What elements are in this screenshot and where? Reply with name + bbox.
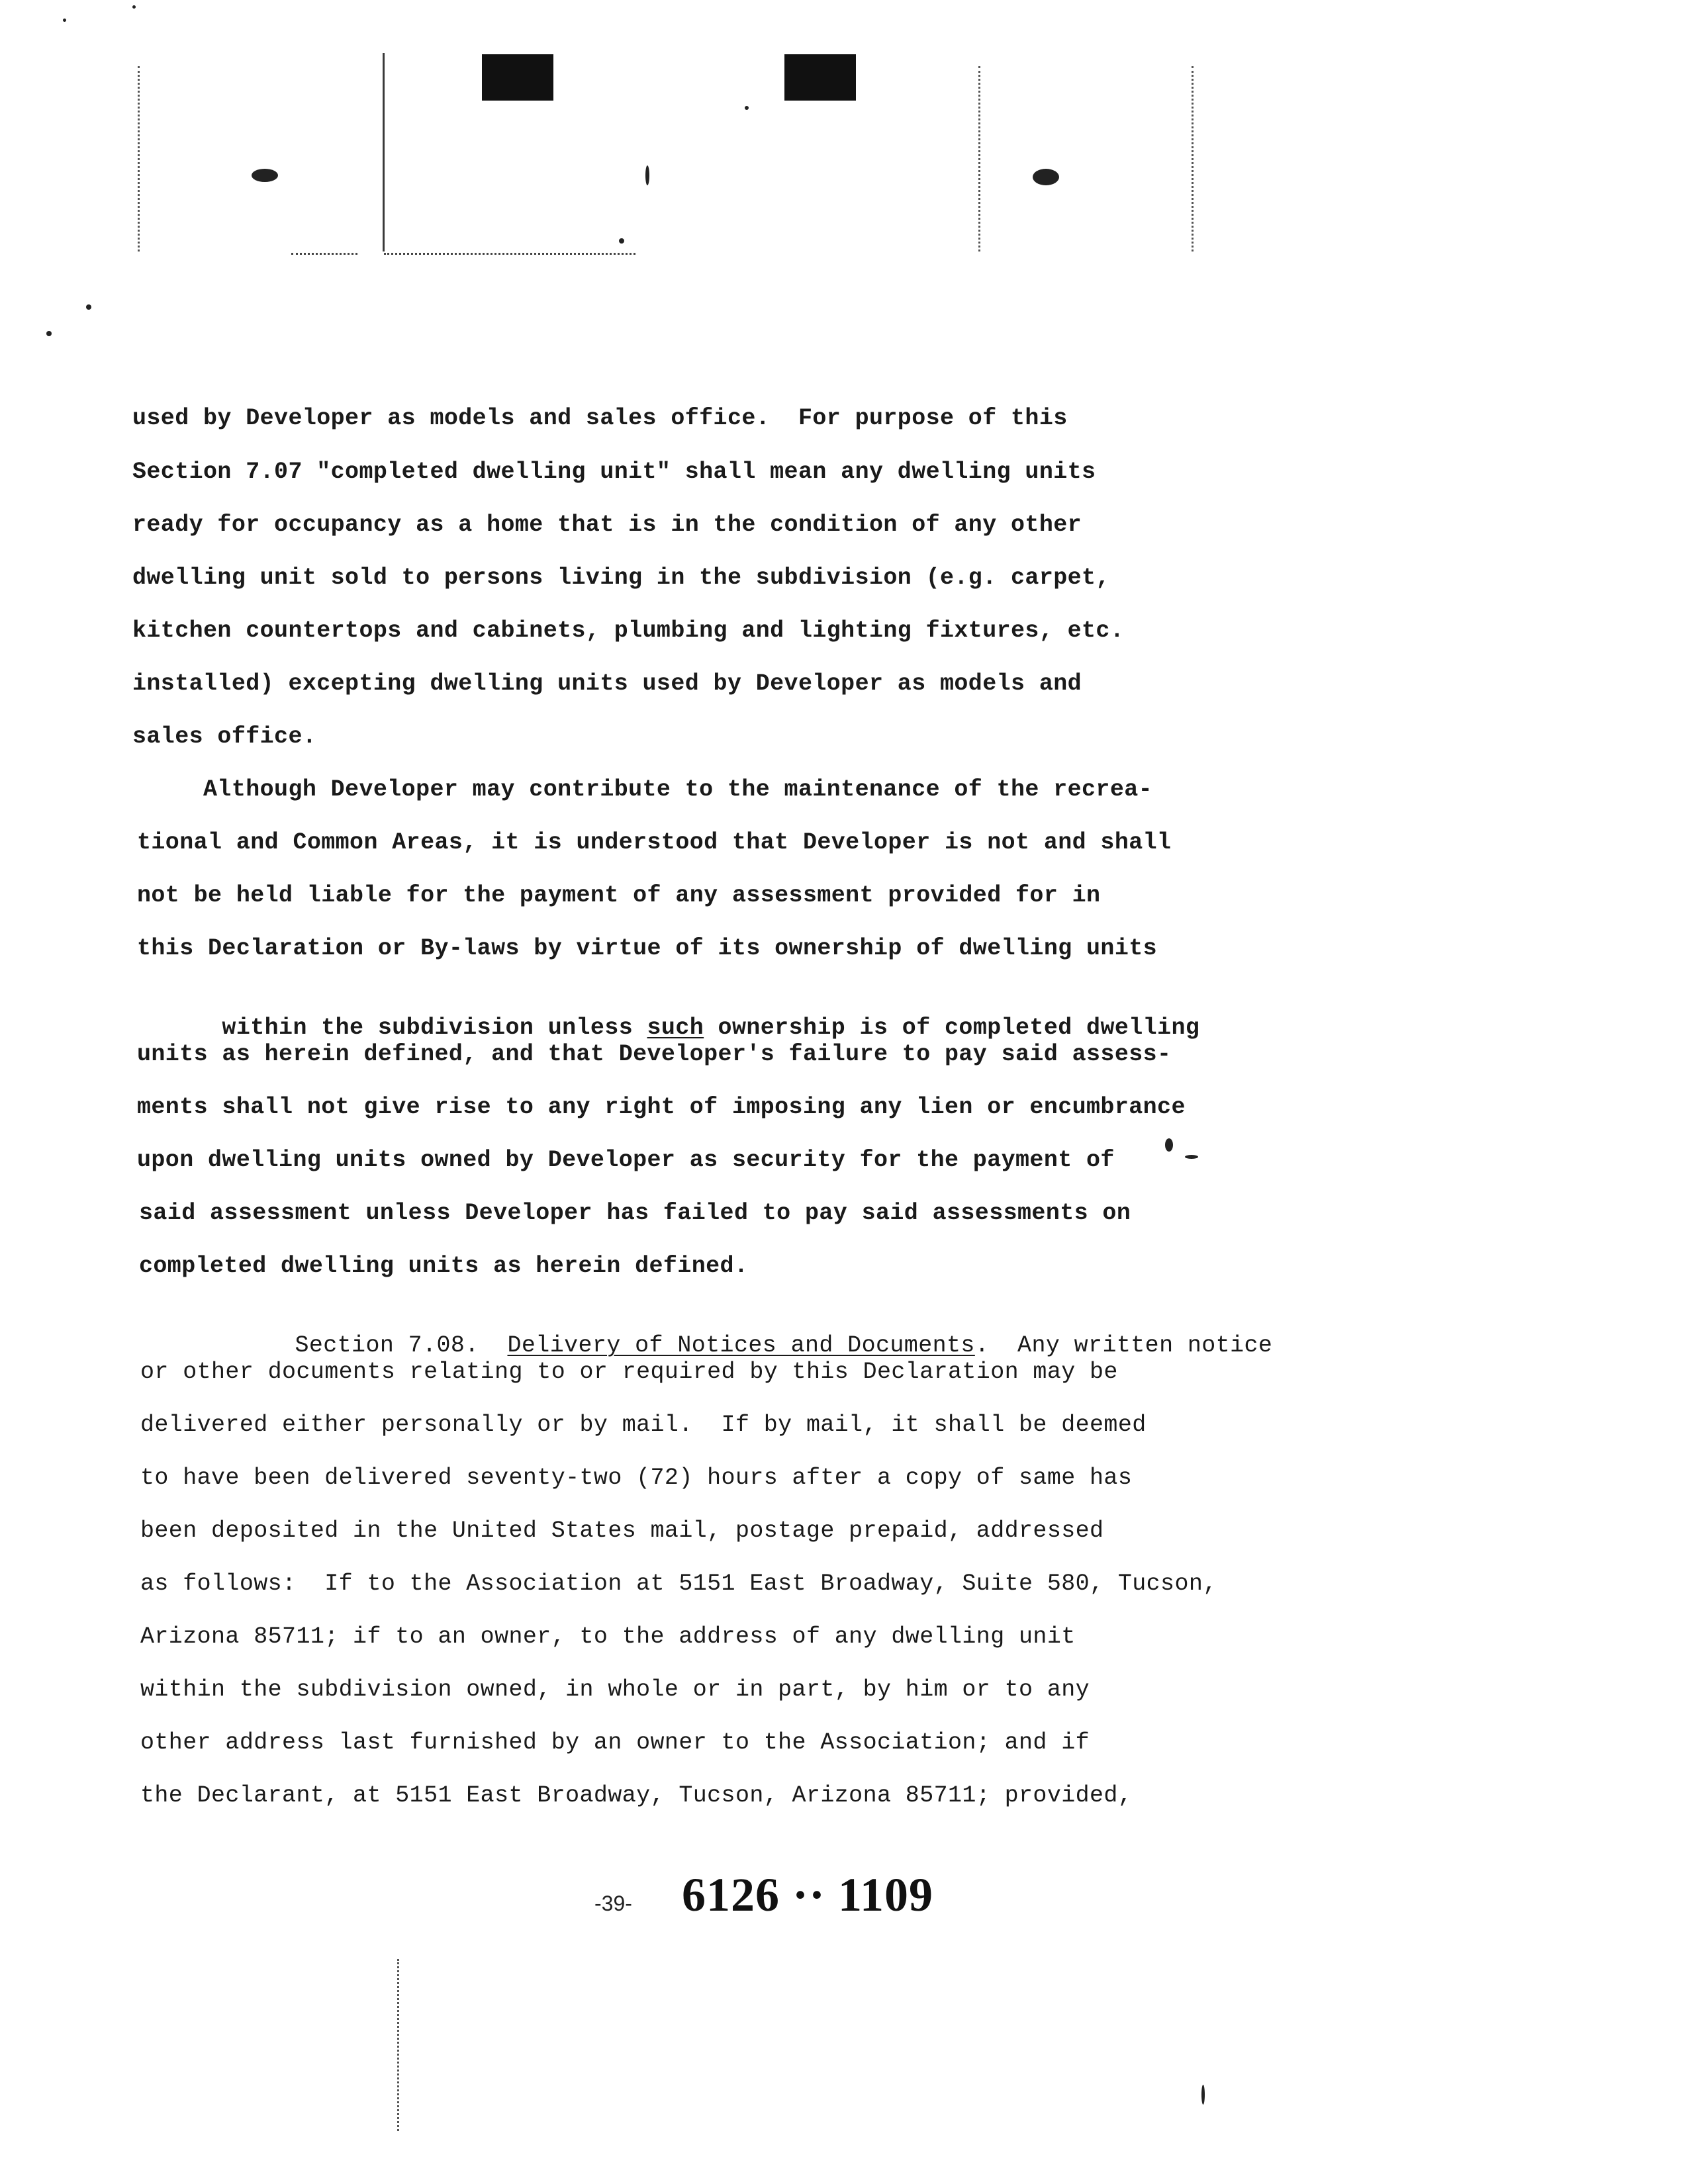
text-line: installed) excepting dwelling units used by Developer as models and	[132, 670, 1082, 697]
scan-border-line	[1192, 66, 1194, 251]
scan-speck	[252, 169, 278, 182]
scan-border-line	[291, 253, 357, 255]
scan-border-line	[138, 66, 140, 251]
scan-block-mark	[482, 54, 553, 101]
scan-border-line	[383, 53, 385, 251]
text-line: Section 7.07 "completed dwelling unit" shall mean any dwelling units	[132, 459, 1096, 485]
section-title: Delivery of Notices and Documents	[507, 1332, 975, 1359]
scan-speck	[1185, 1155, 1198, 1159]
text-segment: . Any written notice	[974, 1332, 1273, 1359]
text-line: or other documents relating to or required by this Declaration may be	[140, 1359, 1118, 1385]
text-line: this Declaration or By-laws by virtue of its ownership of dwelling units	[137, 935, 1158, 962]
text-line: delivered either personally or by mail. If by mail, it shall be deemed	[140, 1412, 1147, 1438]
text-line: other address last furnished by an owner to the Association; and if	[140, 1729, 1090, 1756]
text-line: ments shall not give rise to any right of imposing any lien or encumbrance	[137, 1094, 1186, 1120]
recording-stamp-number: 6126 ·· 1109	[682, 1868, 934, 1921]
scan-border-line	[384, 253, 635, 255]
text-line: sales office.	[132, 723, 317, 750]
underlined-word: such	[647, 1015, 704, 1041]
scan-speck	[645, 165, 649, 185]
text-segment: within the subdivision unless	[222, 1015, 647, 1041]
text-line: completed dwelling units as herein defined.	[139, 1253, 749, 1279]
text-line: the Declarant, at 5151 East Broadway, Tucson, Arizona 85711; provided,	[140, 1782, 1133, 1809]
scan-speck	[63, 19, 66, 22]
scan-border-line	[978, 66, 980, 251]
scan-speck	[1033, 169, 1059, 185]
text-segment: ownership is of completed dwelling	[704, 1015, 1200, 1041]
text-line: upon dwelling units owned by Developer as security for the payment of	[137, 1147, 1115, 1173]
text-line: to have been delivered seventy-two (72) hours after a copy of same has	[140, 1465, 1133, 1491]
text-line: Arizona 85711; if to an owner, to the address of any dwelling unit	[140, 1623, 1076, 1650]
text-line: said assessment unless Developer has failed to pay said assessments on	[139, 1200, 1131, 1226]
text-line: not be held liable for the payment of any assessment provided for in	[137, 882, 1101, 909]
scan-border-line	[397, 1959, 399, 2131]
section-number: Section 7.08.	[224, 1332, 508, 1359]
scan-block-mark	[784, 54, 856, 101]
text-line: ready for occupancy as a home that is in the condition of any other	[132, 512, 1082, 538]
text-line: units as herein defined, and that Developer's failure to pay said assess-	[137, 1041, 1172, 1068]
scan-speck	[1201, 2085, 1205, 2105]
text-line: tional and Common Areas, it is understood that Developer is not and shall	[137, 829, 1172, 856]
scan-speck	[745, 106, 749, 110]
text-line: within the subdivision owned, in whole or in part, by him or to any	[140, 1676, 1090, 1703]
text-line: been deposited in the United States mail, postage prepaid, addressed	[140, 1518, 1104, 1544]
scan-speck	[46, 331, 52, 336]
text-line: as follows: If to the Association at 5151 East Broadway, Suite 580, Tucson,	[140, 1570, 1217, 1597]
scan-speck	[619, 238, 624, 244]
scan-speck	[86, 304, 91, 310]
text-line: Although Developer may contribute to the maintenance of the recrea-	[132, 776, 1153, 803]
scan-speck	[132, 5, 136, 9]
scan-speck	[1165, 1138, 1173, 1152]
text-line: kitchen countertops and cabinets, plumbing and lighting fixtures, etc.	[132, 617, 1125, 644]
page-number: -39-	[594, 1891, 632, 1915]
text-line: used by Developer as models and sales office. For purpose of this	[132, 405, 1068, 432]
text-line: dwelling unit sold to persons living in the subdivision (e.g. carpet,	[132, 565, 1110, 591]
